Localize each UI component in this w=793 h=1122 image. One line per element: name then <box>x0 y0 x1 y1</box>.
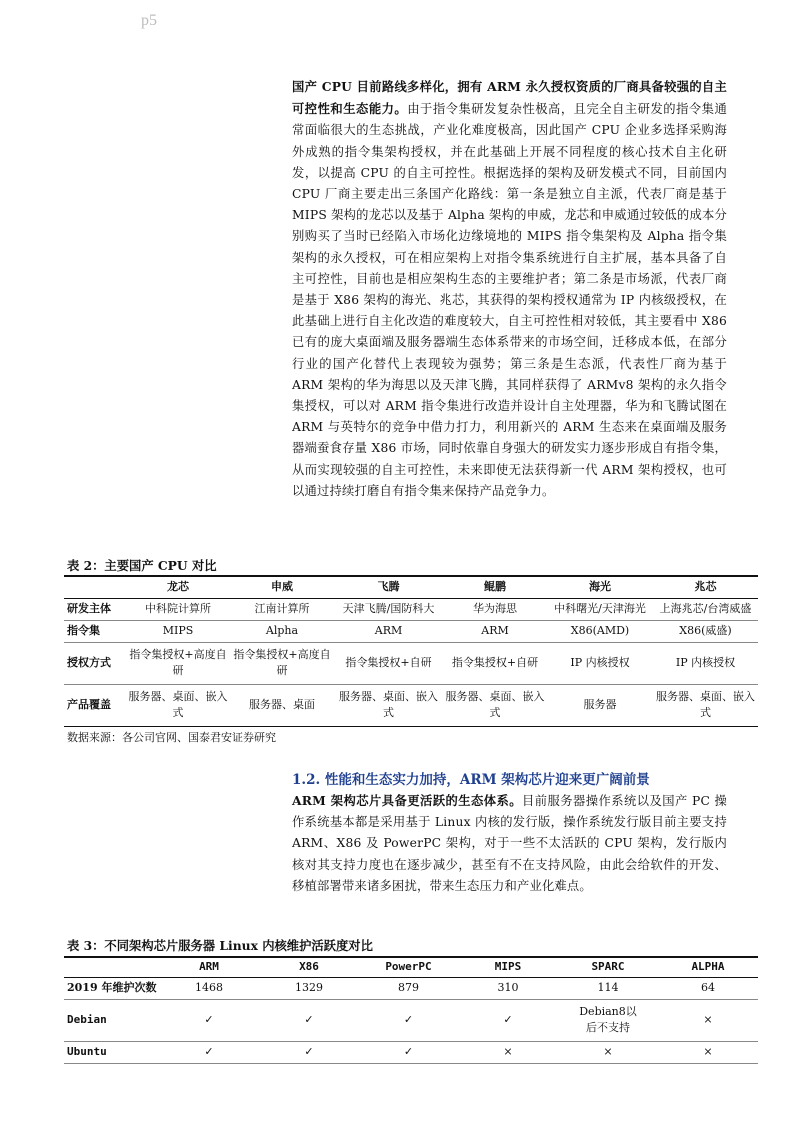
table3-title: 表 3：不同架构芯片服务器 Linux 内核维护活跃度对比 <box>67 938 373 953</box>
table-cell: 上海兆芯/台湾威盛 <box>659 602 752 615</box>
table-header-row <box>64 957 758 977</box>
section-heading: 1.2. 性能和生态实力加持，ARM 架构芯片迎来更广阔前景 <box>292 772 650 788</box>
table-cell: X86(AMD) <box>570 624 630 637</box>
check-icon: ✓ <box>403 1013 414 1026</box>
row-header-cell: Ubuntu <box>67 1045 107 1058</box>
table-cell: 310 <box>497 981 519 994</box>
table-row <box>64 620 758 642</box>
table-cell: 指令集授权+自研 <box>451 656 539 669</box>
cross-icon: × <box>503 1045 513 1058</box>
table-cell: IP 内核授权 <box>570 656 630 669</box>
table-row <box>64 977 758 999</box>
table-cell: IP 内核授权 <box>675 656 736 669</box>
table-cell: 指令集授权+自研 <box>345 656 432 669</box>
table-cell: 中科曙光/天津海光 <box>554 602 646 615</box>
table-header-cell: 兆芯 <box>694 580 717 594</box>
table-cell: 服务器 <box>583 698 617 711</box>
linux-kernel-activity-table <box>64 956 758 1064</box>
table2-title: 表 2：主要国产 CPU 对比 <box>67 558 217 573</box>
check-icon: ✓ <box>503 1013 513 1026</box>
check-icon: ✓ <box>204 1045 214 1058</box>
table-header-cell: ARM <box>199 960 219 974</box>
cross-icon: × <box>703 1013 713 1026</box>
table-header-cell: 申威 <box>271 580 293 594</box>
table-header-cell: SPARC <box>591 960 625 974</box>
cross-icon: × <box>703 1045 713 1058</box>
table-header-cell: PowerPC <box>385 960 432 974</box>
table-row <box>64 642 758 684</box>
check-icon: ✓ <box>403 1045 414 1058</box>
table-cell: 1329 <box>295 981 323 994</box>
table-cell: ARM <box>374 624 403 637</box>
table-cell: 114 <box>597 981 619 994</box>
page-number: p5 <box>141 12 157 29</box>
table-cell: 中科院计算所 <box>145 602 211 615</box>
table-cell: 江南计算所 <box>254 602 310 615</box>
table-header-cell: MIPS <box>494 960 522 974</box>
table-cell: Debian8以后不支持 <box>579 1005 637 1034</box>
table-row <box>64 999 758 1041</box>
table-header-cell <box>64 957 159 977</box>
check-icon: ✓ <box>304 1045 314 1058</box>
arm-body: 目前服务器操作系统以及国产 PC 操作系统基本都是采用基于 Linux 内核的发行版，操作系统发行版目前主要支持 ARM、X86 及 PowerPC 架构，对于一些不太活跃的 CPU 架构，发行版内核对其支持力度也在逐步减少，甚至有不在支持风险，由此会给软件的开发、移植部署带来诸多困扰，带来生态压力和产业化难点。 <box>292 794 727 893</box>
table-cell: 指令集授权+高度自研 <box>233 648 331 677</box>
table-cell: 指令集授权+高度自研 <box>129 648 227 677</box>
table-cell: ARM <box>481 624 509 637</box>
arm-lead: ARM 架构芯片具备更活跃的生态体系。 <box>292 793 522 808</box>
table-cell: 服务器、桌面、嵌入式 <box>445 690 545 719</box>
table-cell: Alpha <box>265 624 299 637</box>
intro-paragraph <box>292 76 727 502</box>
table-cell: 服务器、桌面、嵌入式 <box>656 690 755 719</box>
table-row <box>64 684 758 726</box>
row-header-cell: 指令集 <box>67 624 100 637</box>
row-header-cell: 产品覆盖 <box>67 698 111 711</box>
check-icon: ✓ <box>204 1013 214 1026</box>
table-cell: 天津飞腾/国防科大 <box>342 602 435 615</box>
table-header-cell: 海光 <box>589 580 611 594</box>
table-header-cell: 飞腾 <box>377 580 400 594</box>
table-cell: X86(威盛) <box>679 624 732 637</box>
table2-source-note: 数据来源：各公司官网、国泰君安证券研究 <box>67 731 276 744</box>
row-header-cell: 2019 年维护次数 <box>67 981 157 994</box>
cpu-comparison-table <box>64 575 758 727</box>
table-cell: MIPS <box>162 624 194 637</box>
intro-body: 由于指令集研发复杂性极高，且完全自主研发的指令集通常面临很大的生态挑战，产业化难度极高，因此国产 CPU 企业多选择采购海外成熟的指令集架构授权，并在此基础上开展不同程度的核心技术自主化研发，以提高 CPU 的自主可控性。根据选择的架构及研发模式不同，目前国内 CPU 厂商主要走出三条国产化路线：第一条是独立自主派，代表厂商是基于 MIPS 架构的龙芯以及基于 Alpha 架构的申威，龙芯和申威通过较低的成本分别购买了当时已经陷入市场化边缘境地的 MIPS 指令集架构及 Alpha 指令集架构的永久授权，可在相应架构上对指令集系统进行自主扩展，基本具备了自主可控性，目前也是相应架构生态的主要维护者；第二条是市场派，代表厂商是基于 X86 架构的海光、兆芯，其获得的架构授权通常为 IP 内核级授权，在此基础上进行自主化改造的难度较大，自主可控性相对较低，其主要看中 X86 已有的庞大桌面端及服务器端生态体系带来的市场空间，迁移成本低，在部分行业的国产化替代上表现较为强势；第三条是生态派，代表性厂商为基于 ARM 架构的华为海思以及天津飞腾，其同样获得了 ARMv8 架构的永久指令集授权，可以对 ARM 指令集进行改造并设计自主处理器，华为和飞腾试图在 ARM 与英特尔的竞争中借力打力，利用新兴的 ARM 生态来在桌面端及服务器端蚕食存量 X86 市场，同时依靠自身强大的研发实力逐步形成自有指令集，从而实现较强的自主可控性，未来即使无法获得新一代 ARM 架构授权，也可以通过持续打磨自有指令集来保持产品竞争力。 <box>292 102 727 498</box>
table-header-cell <box>64 576 126 598</box>
table-header-cell: 龙芯 <box>167 580 189 594</box>
intro-lead: 国产 CPU 目前路线多样化，拥有 ARM 永久授权资质的厂商具备较强的自主可控性和生态能力。 <box>292 79 727 117</box>
table-cell: 服务器、桌面、嵌入式 <box>339 690 438 719</box>
table-header-cell: X86 <box>299 960 319 974</box>
check-icon: ✓ <box>304 1013 314 1026</box>
table-cell: 服务器、桌面 <box>249 698 315 711</box>
table-header-cell: ALPHA <box>691 960 725 974</box>
cross-icon: × <box>603 1045 613 1058</box>
table-row <box>64 598 758 620</box>
table-cell: 1468 <box>195 981 223 994</box>
table-cell: 服务器、桌面、嵌入式 <box>128 690 228 719</box>
row-header-cell: 研发主体 <box>67 602 111 615</box>
table-header-row <box>64 576 758 598</box>
row-header-cell: 授权方式 <box>67 656 111 669</box>
table-row <box>64 1041 758 1063</box>
table-cell: 64 <box>701 981 715 994</box>
table-cell: 华为海思 <box>473 602 517 615</box>
arm-ecosystem-paragraph <box>292 790 727 897</box>
row-header-cell: Debian <box>67 1013 107 1026</box>
table-header-cell: 鲲鹏 <box>484 580 506 594</box>
table-cell: 879 <box>398 981 419 994</box>
